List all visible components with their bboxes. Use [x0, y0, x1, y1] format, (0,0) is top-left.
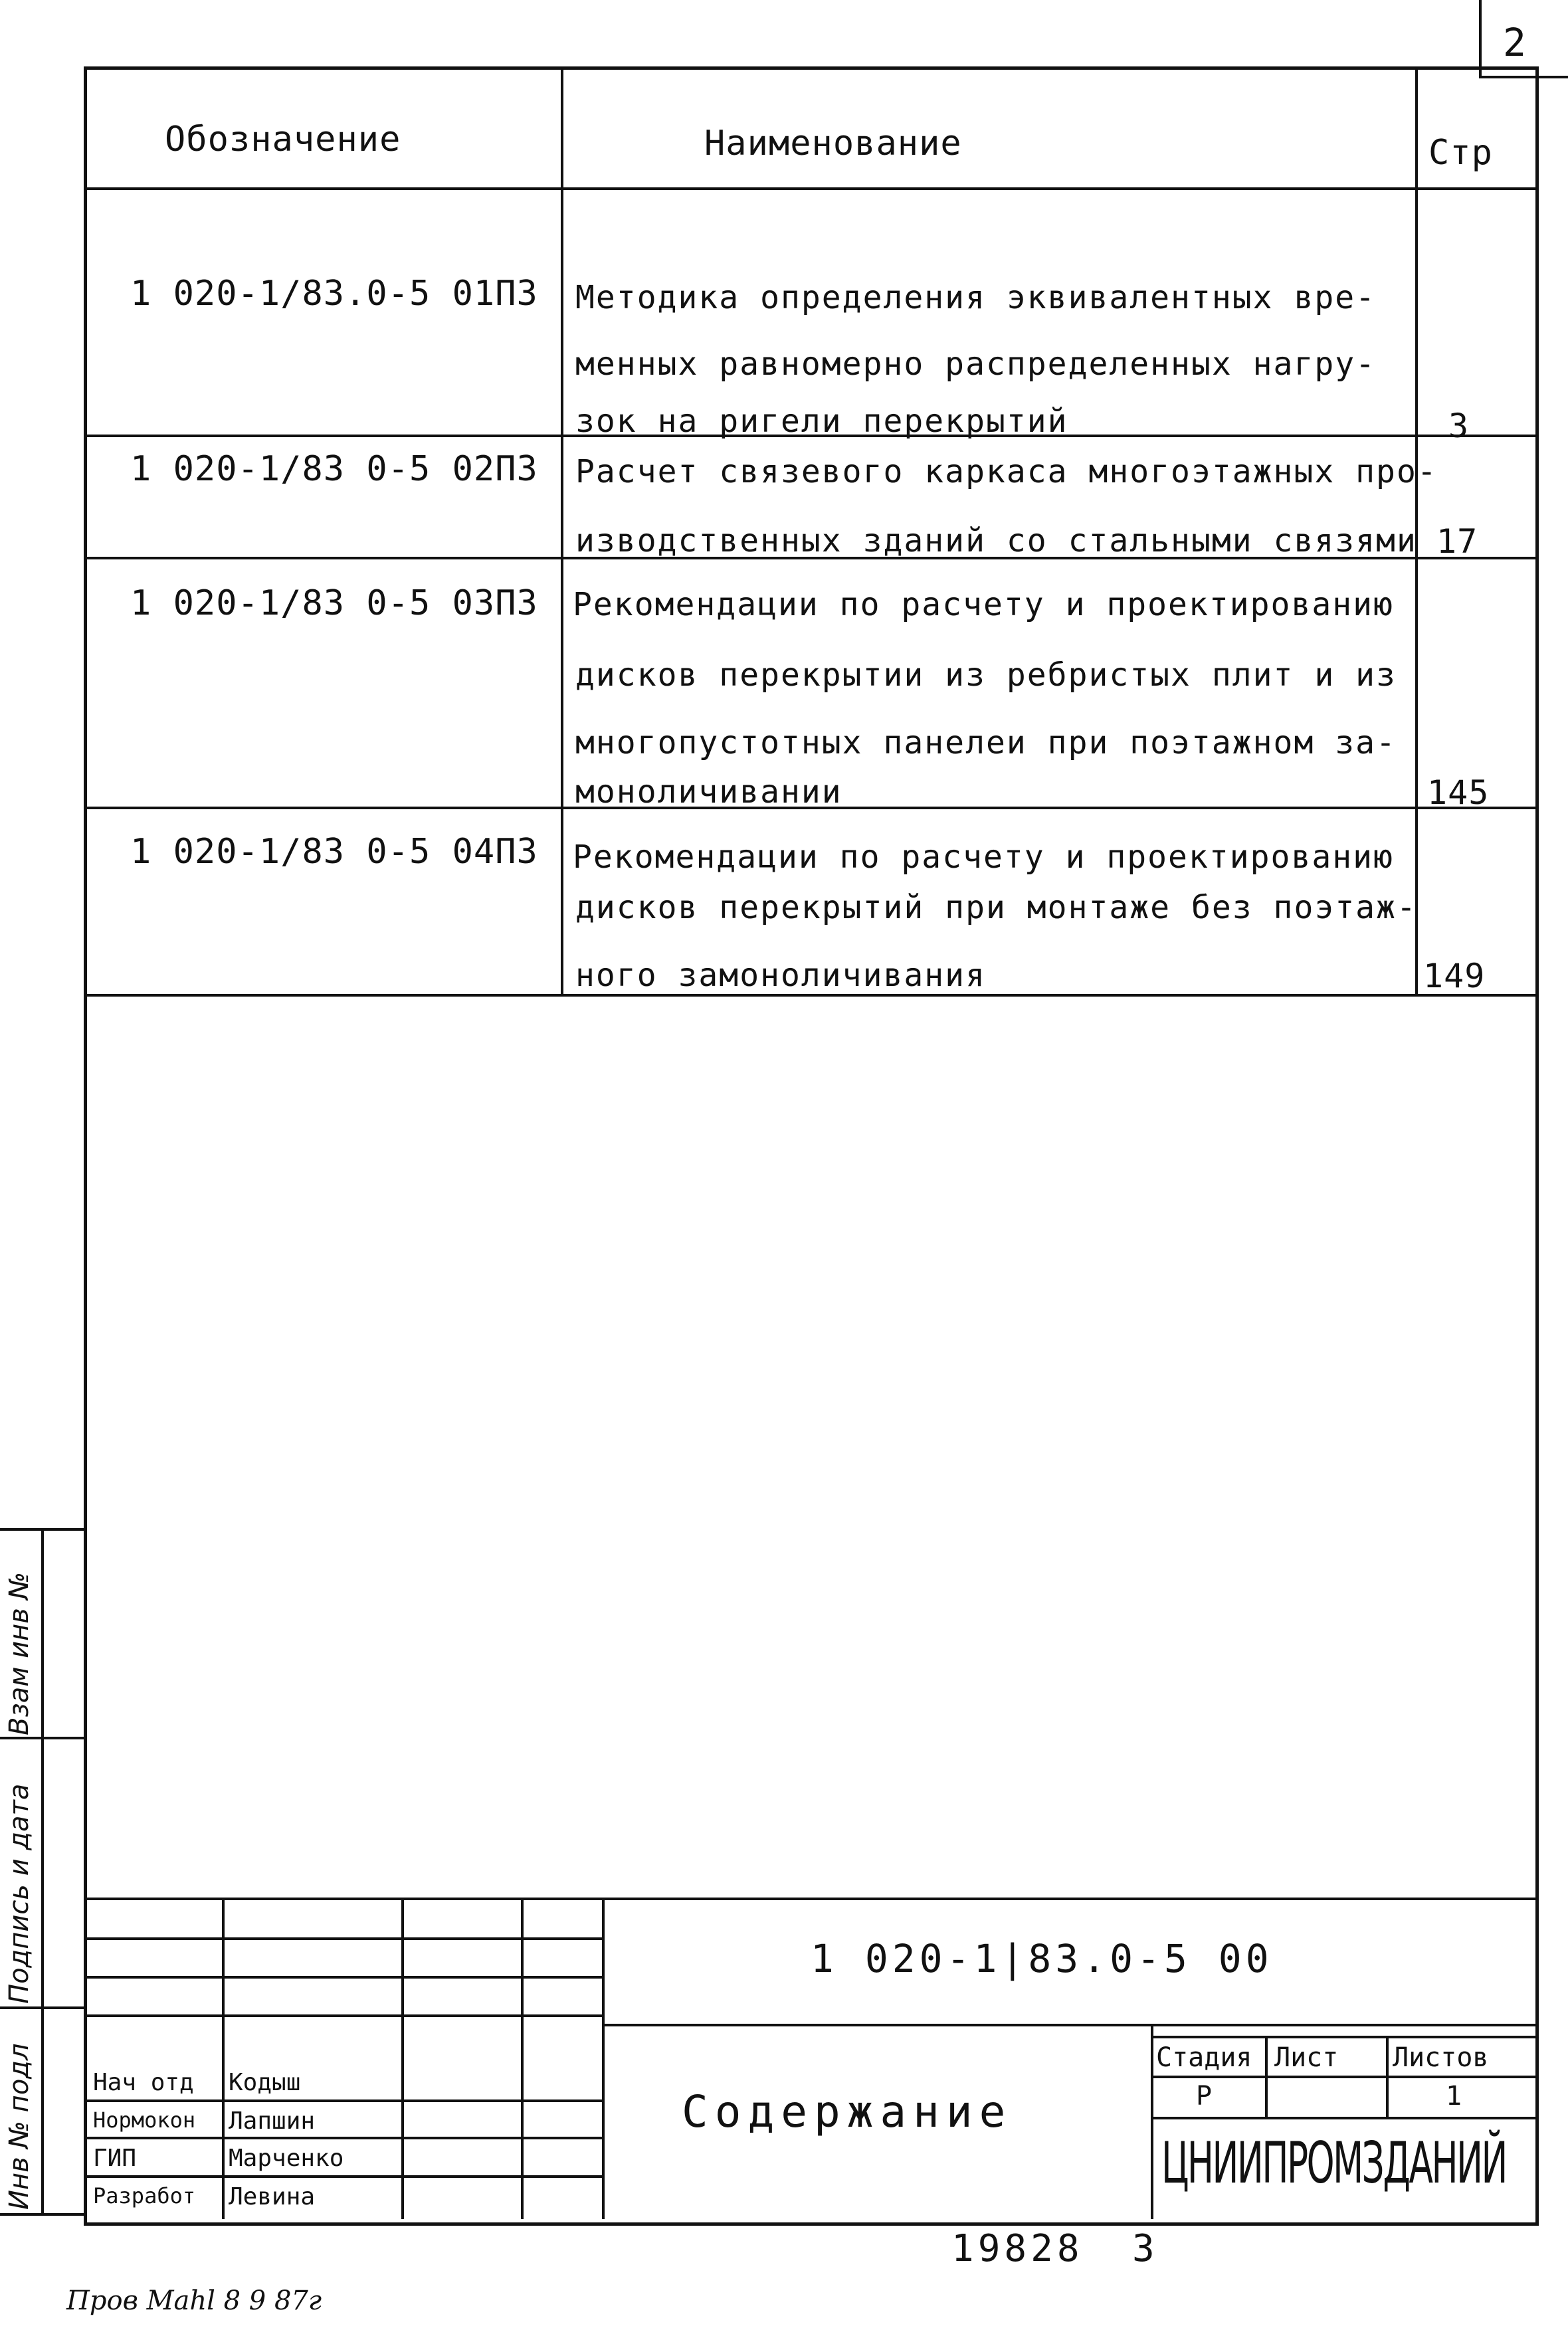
sheets-value: 1	[1446, 2081, 1462, 2111]
stamp-role-4: Разработ	[93, 2183, 196, 2208]
row-3-name-line-3: многопустотных панелеи при поэтажном за-	[575, 724, 1397, 761]
stamp-title: Содержание	[682, 2086, 1013, 2137]
side-strip-sep-1	[0, 1737, 86, 1739]
stamp-doc-code: 1 020-1|83.0-5 00	[811, 1936, 1273, 1981]
header-page: Стр	[1428, 133, 1493, 173]
sheet-label: Лист	[1274, 2042, 1339, 2073]
stamp-col-3	[521, 1898, 524, 2219]
stamp-row-2	[84, 1976, 602, 1979]
row-1-code: 1 020-1/83.0-5 01П3	[130, 274, 538, 314]
stamp-row-5	[84, 2137, 602, 2139]
side-strip-divider	[41, 1528, 44, 2216]
header-name: Наименование	[704, 124, 962, 163]
stamp-role-3: ГИП	[93, 2145, 137, 2172]
stamp-main-divider	[602, 1898, 605, 2219]
footer-sheet: 3	[1132, 2227, 1155, 2270]
footer-number: 19828	[951, 2227, 1084, 2270]
stamp-col-2	[401, 1898, 404, 2219]
stage-bottom-line	[1151, 2117, 1535, 2119]
row-3-code: 1 020-1/83 0-5 03П3	[130, 583, 538, 623]
row-2-code: 1 020-1/83 0-5 02П3	[130, 449, 538, 489]
row-separator-4	[84, 994, 1535, 997]
stamp-role-1: Нач отд	[93, 2069, 194, 2096]
stage-value: Р	[1196, 2081, 1213, 2111]
stamp-name-1: Кодыш	[229, 2069, 301, 2096]
footer-handwritten-note: Пров Маhl 8 9 87г	[66, 2286, 322, 2316]
row-3-name-line-2: дисков перекрытии из ребристых плит и из	[575, 656, 1397, 694]
row-4-name-line-2: дисков перекрытий при монтаже без поэтаж-	[575, 889, 1417, 926]
header-designation: Обозначение	[165, 120, 401, 159]
stamp-name-4: Левина	[229, 2183, 316, 2210]
row-3-name-line-4: моноличивании	[575, 773, 842, 811]
row-4-code: 1 020-1/83 0-5 04П3	[130, 832, 538, 872]
document-frame	[84, 66, 1539, 2226]
row-2-page: 17	[1436, 522, 1478, 561]
side-label-inv-podl: Инв № подл	[4, 2043, 35, 2210]
stamp-row-1	[84, 1937, 602, 1940]
stamp-row-4	[84, 2099, 602, 2102]
stamp-name-3: Марченко	[229, 2145, 344, 2172]
row-1-name-line-3: зок на ригели перекрытий	[575, 403, 1068, 440]
sheets-label: Листов	[1393, 2042, 1489, 2073]
organization-name: ЦНИИПРОМЗДАНИЙ	[1161, 2130, 1506, 2196]
row-1-page: 3	[1448, 407, 1470, 445]
side-label-inv-vzam: Взам инв №	[4, 1571, 35, 1735]
row-1-name-line-2: менных равномерно распределенных нагру-	[575, 345, 1377, 383]
row-3-name-line-1: Рекомендации по расчету и проектированию	[573, 586, 1394, 623]
stamp-row-3	[84, 2014, 602, 2017]
stamp-name-2: Лапшин	[229, 2107, 316, 2135]
sheet-number: 2	[1503, 20, 1527, 65]
stamp-row-6	[84, 2175, 602, 2178]
row-2-name-line-1: Расчет связевого каркаса многоэтажных про-	[575, 453, 1438, 490]
side-strip-sep-2	[0, 2006, 86, 2009]
stage-label: Стадия	[1156, 2042, 1252, 2073]
column-divider-1	[561, 66, 563, 997]
stamp-col-1	[222, 1898, 225, 2219]
row-2-name-line-2: изводственных зданий со стальными связями	[575, 522, 1417, 559]
row-4-page: 149	[1423, 957, 1486, 995]
stamp-role-2: Нормокон	[93, 2107, 196, 2133]
stamp-top-line	[84, 1898, 1535, 1900]
stage-col-left	[1151, 2024, 1153, 2219]
row-4-name-line-3: ного замоноличивания	[575, 957, 986, 994]
row-1-name-line-1: Методика определения эквивалентных вре-	[575, 279, 1377, 316]
row-3-page: 145	[1427, 773, 1490, 812]
stamp-code-bottom-line	[602, 2024, 1535, 2026]
row-4-name-line-1: Рекомендации по расчету и проектированию	[573, 838, 1394, 876]
stage-mid-line	[1151, 2076, 1535, 2078]
side-label-podpis: Подпись и дата	[4, 1783, 35, 2004]
header-bottom-line	[84, 187, 1535, 190]
stage-top-line	[1151, 2036, 1535, 2038]
